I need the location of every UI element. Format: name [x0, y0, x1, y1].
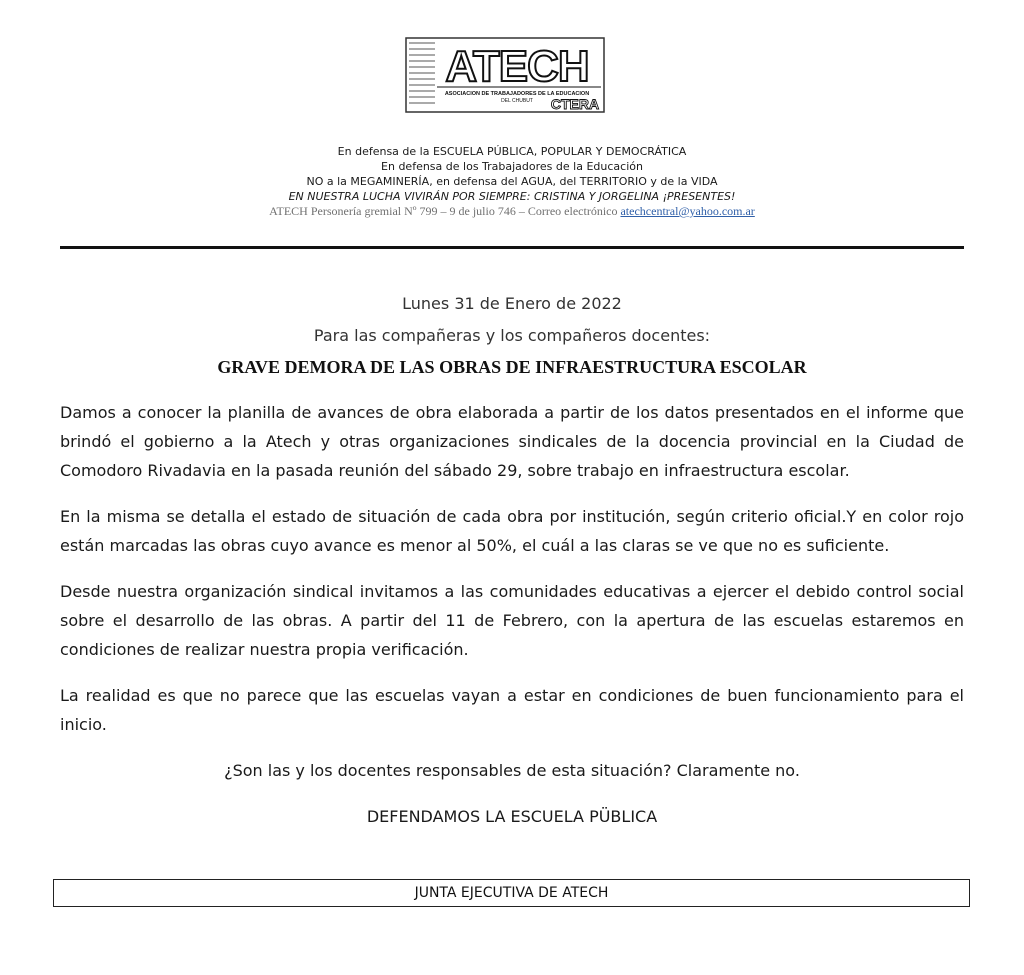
paragraph: Desde nuestra organización sindical invitamos a las comunidades educativas a ejercer el debido control social sobre el desarrollo de las obras. A partir del 11 de Febrero, con la apertura de las escuelas estaremos en condiciones de realizar nuestra propia verificación.: [60, 582, 964, 659]
question: ¿Son las y los docentes responsables de esta situación? Claramente no.: [224, 761, 800, 780]
header-divider: [60, 246, 964, 249]
document-date: Lunes 31 de Enero de 2022: [402, 294, 622, 313]
svg-text:ASOCIACION DE TRABAJADORES DE: ASOCIACION DE TRABAJADORES DE LA EDUCACION: [444, 91, 590, 97]
svg-text:ATECH: ATECH: [445, 42, 589, 91]
legal-info: [0, 204, 1024, 219]
paragraph: La realidad es que no parece que las escuelas vayan a estar en condiciones de buen funcionamiento para el inicio.: [60, 686, 964, 734]
paragraph: Damos a conocer la planilla de avances de obra elaborada a partir de los datos presentados en el informe que brindó el gobierno a la Atech y otras organizaciones sindicales de la docencia provincial en la Ciudad de Comodoro Rivadavia en la pasada reunión del sábado 29, sobre trabajo en infraestructura escolar.: [60, 403, 964, 480]
greeting: Para las compañeras y los compañeros docentes:: [313, 326, 711, 345]
legal-text: ATECH Personería gremial Nº 799 – 9 de julio 746 – Correo electrónico: [269, 204, 621, 218]
header-line-2: En defensa de los Trabajadores de la Educación: [381, 160, 643, 173]
atech-logo: [405, 37, 605, 113]
email-link[interactable]: atechcentral@yahoo.com.ar: [620, 204, 755, 218]
header-line-1: En defensa de la ESCUELA PÚBLICA, POPULAR Y DEMOCRÁTICA: [337, 145, 687, 158]
header-line-3: NO a la MEGAMINERÍA, en defensa del AGUA, del TERRITORIO y de la VIDA: [306, 175, 718, 188]
header-line-4: EN NUESTRA LUCHA VIVIRÁN POR SIEMPRE: CRISTINA Y JORGELINA ¡PRESENTES!: [288, 190, 736, 203]
document-title: GRAVE DEMORA DE LAS OBRAS DE INFRAESTRUCTURA ESCOLAR: [217, 357, 807, 377]
svg-text:CTERA: CTERA: [550, 96, 600, 112]
paragraph: En la misma se detalla el estado de situación de cada obra por institución, según criterio oficial.Y en color rojo están marcadas las obras cuyo avance es menor al 50%, el cuál a las claras se ve que no es suficiente.: [60, 507, 964, 555]
document-body: [60, 398, 964, 848]
signature-box: JUNTA EJECUTIVA DE ATECH: [53, 879, 970, 907]
svg-text:DEL CHUBUT: DEL CHUBUT: [501, 98, 533, 104]
letterhead: [0, 144, 1024, 219]
slogan: DEFENDAMOS LA ESCUELA PÜBLICA: [366, 807, 658, 826]
